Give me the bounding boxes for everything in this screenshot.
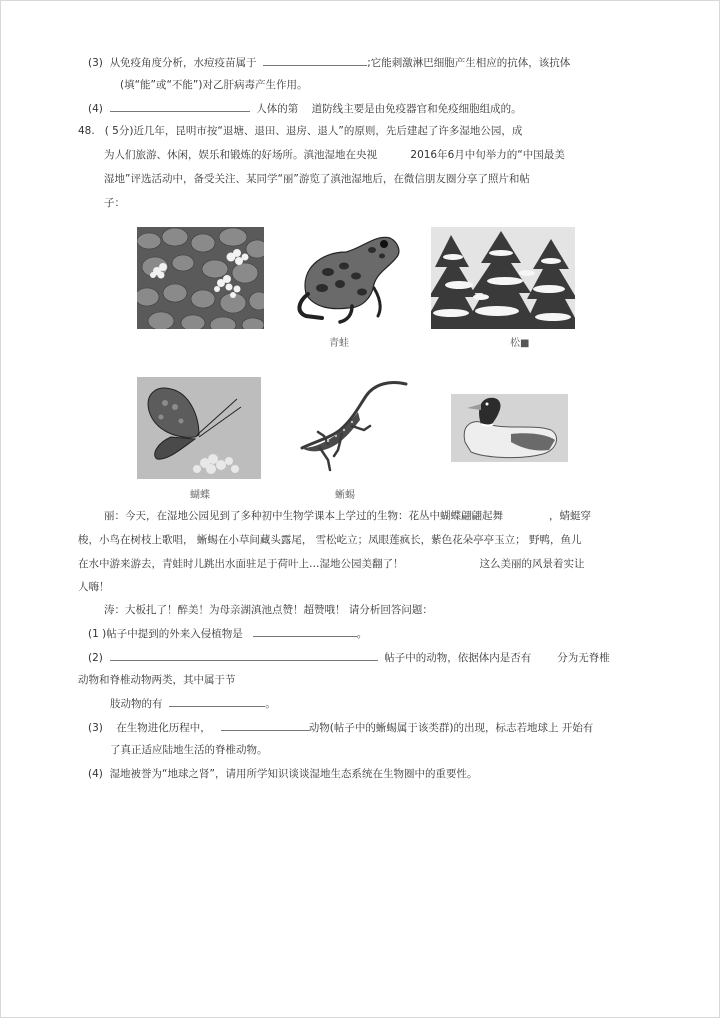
sub-q3-label: (3) (88, 722, 103, 734)
q48-line2 (104, 148, 565, 162)
post-line-2 (78, 533, 582, 547)
q47-part3-line1 (88, 55, 570, 70)
answer-blank-q2-a[interactable] (110, 650, 378, 661)
answer-blank-vaccine[interactable] (263, 55, 367, 66)
post-line-4 (78, 580, 110, 594)
sub-q1-end: 。 (356, 628, 368, 640)
sub-q4 (88, 767, 477, 781)
wild-duck-photo (451, 394, 568, 462)
q48-line1 (78, 124, 522, 138)
q47-part3-text-c: (填“能”或“不能”)对乙肝病毒产生作用。 (120, 79, 308, 91)
q48-number: 48. (78, 125, 95, 137)
sub-q1 (88, 626, 367, 641)
sub-q1-text: (1 )帖子中提到的外来入侵植物是 (88, 628, 243, 640)
q47-part3-text-a: 从免疫角度分析，水痘疫苗属于 (109, 57, 257, 69)
q48-intro-3: 湿地”评选活动中，备受关注、某同学“丽”游览了滇池湿地后，在微信朋友圈分享了照片和帖 (104, 173, 530, 185)
answer-blank-defense[interactable] (110, 101, 250, 112)
sub-q3-text-c: 了真正适应陆地生活的脊椎动物。 (110, 744, 268, 756)
post-line-1 (104, 509, 591, 523)
sub-q2-text-b: 分为无脊椎 (557, 652, 610, 664)
butterfly-photo (137, 377, 261, 479)
q47-part4-text-b: 道防线主要是由免疫器官和免疫细胞组成的。 (311, 103, 522, 115)
lizard-photo (294, 378, 408, 476)
caption-lizard: 蜥蜴 (335, 490, 355, 501)
q48-line4 (104, 196, 125, 210)
q47-part4-line (88, 101, 522, 116)
q48-intro-2a: 为人们旅游、休闲，娱乐和锻炼的好场所。滇池湿地在央视 (104, 149, 377, 161)
frog-photo (292, 228, 403, 326)
caption-pine: 松■ (510, 338, 530, 349)
q47-part3-line2 (120, 78, 307, 92)
q47-part4-label: (4) (88, 103, 103, 115)
post-text-3b: 这么美丽的风景着实让 (479, 558, 585, 570)
sub-q3-text-b: 动物(帖子中的蜥蜴属于该类群)的出现，标志若地球上 开始有 (308, 722, 594, 734)
answer-blank-arthropods[interactable] (169, 696, 265, 707)
caption-butterfly: 蝴蝶 (190, 490, 210, 501)
post-text-2: 梭，小鸟在树枝上歌唱， 蜥蜴在小草间藏头露尾， 雪松屹立；凤眼莲疯长，紫色花朵亭亭玉立； 野鸭，鱼儿 (78, 534, 582, 546)
sub-q4-text: 湿地被誉为“地球之肾”，请用所学知识谈谈湿地生态系统在生物圈中的重要性。 (109, 768, 478, 780)
sub-q2-text-a: 帖子中的动物，依据体内是否有 (384, 652, 532, 664)
post-text-3a: 在水中游来游去，青蛙时儿跳出水面驻足于荷叶上…湿地公园美翻了！ (78, 558, 404, 570)
sub-q2-text-c: 动物和脊椎动物两类，其中属于节 (78, 674, 236, 686)
sub-q2-line2 (78, 673, 236, 687)
q48-intro-4: 子： (104, 197, 125, 209)
sub-q2-end: 。 (265, 698, 276, 710)
answer-blank-reptile[interactable] (221, 720, 309, 731)
sub-q3-line1 (88, 720, 593, 735)
sub-q2-line3 (110, 696, 276, 711)
sub-q2-label: (2) (88, 652, 103, 664)
q48-intro-1: 近几年，昆明市按“退塘、退田、退房、退人”的原则，先后建起了许多湿地公园，成 (133, 125, 523, 137)
q47-part4-text-a: 人体的第 (256, 103, 299, 115)
reply-line (104, 603, 433, 617)
answer-blank-invasive-plant[interactable] (253, 626, 357, 637)
q48-score: ( 5分) (104, 125, 134, 137)
reply-text: 涛：大板扎了！醉美！为母亲湖滇池点赞！超赞哦！ 请分析回答问题： (104, 604, 433, 616)
post-text-4: 人嗨！ (78, 581, 110, 593)
q48-line3 (104, 172, 530, 186)
water-hyacinth-photo (137, 227, 264, 329)
post-line-3 (78, 557, 585, 571)
snow-pine-photo (431, 227, 575, 329)
sub-q3-line2 (110, 743, 268, 757)
sub-q2-text-d: 肢动物的有 (110, 698, 163, 710)
sub-q4-label: (4) (88, 768, 103, 780)
caption-frog: 青蛙 (329, 338, 349, 349)
sub-q3-text-a: 在生物进化历程中， (116, 722, 211, 734)
sub-q2-line1 (88, 650, 610, 665)
post-text-1b: ，蜻蜓穿 (549, 510, 591, 522)
q48-intro-2b: 2016年6月中旬举力的“中国最美 (410, 149, 565, 161)
q47-part3-text-b: ;它能刺激淋巴细胞产生相应的抗体，该抗体 (367, 57, 571, 69)
q47-part3-label: (3) (88, 57, 103, 69)
post-text-1a: 丽：今天，在湿地公园见到了多种初中生物学课本上学过的生物：花丛中蝴蝶翩翩起舞 (104, 510, 503, 522)
